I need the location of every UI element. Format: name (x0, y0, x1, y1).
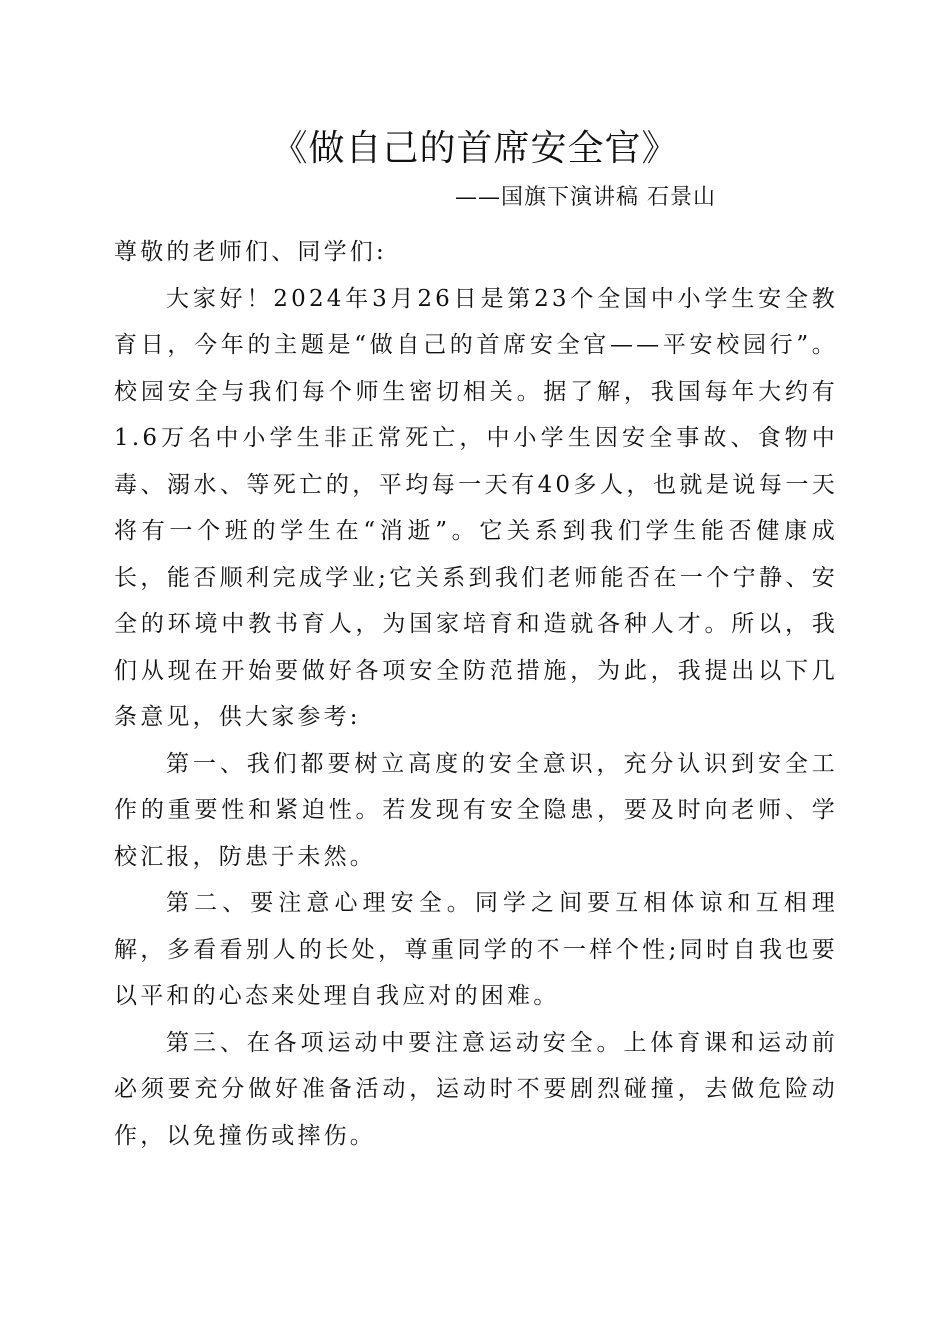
paragraph-point-3: 第三、在各项运动中要注意运动安全。上体育课和运动前必须要充分做好准备活动，运动时不要剧烈碰撞，去做危险动作，以免撞伤或摔伤。 (114, 1029, 838, 1149)
paragraph-point-1: 第一、我们都要树立高度的安全意识，充分认识到安全工作的重要性和紧迫性。若发现有安全隐患，要及时向老师、学校汇报，防患于未然。 (114, 750, 838, 870)
page-title: 《做自己的首席安全官》 (271, 128, 679, 169)
paragraph-point-2: 第二、要注意心理安全。同学之间要互相体谅和互相理解，多看看别人的长处，尊重同学的不一样个性;同时自我也要以平和的心态来处理自我应对的困难。 (114, 890, 838, 1009)
document-body (114, 229, 838, 1159)
subtitle-byline: ——国旗下演讲稿 石景山 (455, 185, 716, 210)
greeting: 尊敬的老师们、同学们: (114, 239, 387, 265)
paragraph-intro: 大家好！2024年3月26日是第23个全国中小学生安全教育日，今年的主题是“做自己的首席安全官——平安校园行”。校园安全与我们每个师生密切相关。据了解，我国每年大约有1.6万名中小学生非正常死亡，中小学生因安全事故、食物中毒、溺水、等死亡的，平均每一天有40多人，也就是说每一天将有一个班的学生在“消逝”。它关系到我们学生能否健康成长，能否顺利完成学业;它关系到我们老师能否在一个宁静、安全的环境中教书育人，为国家培育和造就各种人才。所以，我们从现在开始要做好各项安全防范措施，为此，我提出以下几条意见，供大家参考: (114, 285, 838, 730)
